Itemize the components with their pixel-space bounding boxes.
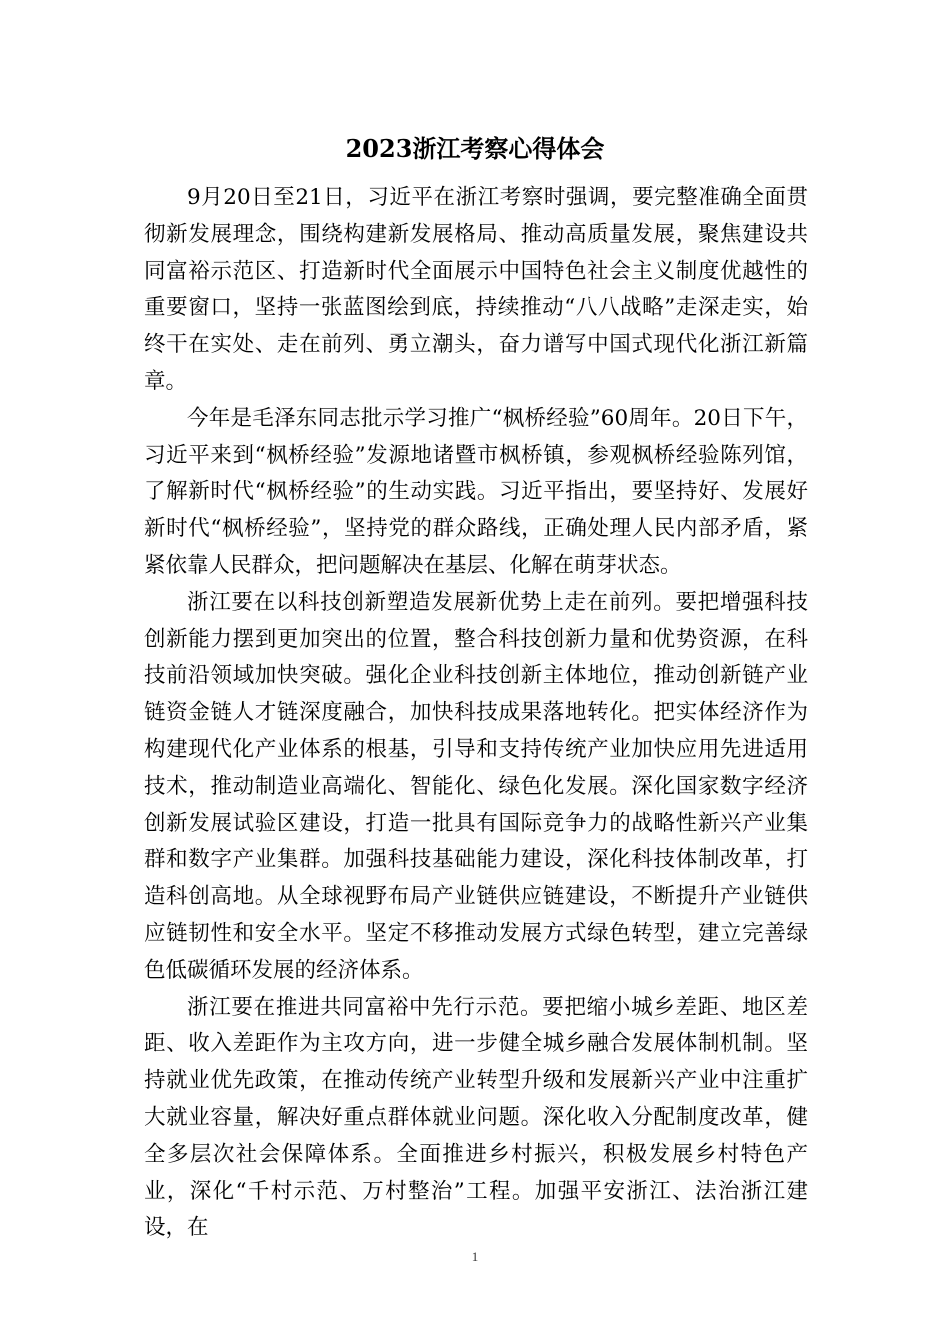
page-number: 1	[471, 1249, 479, 1264]
document-title: 2023浙江考察心得体会	[345, 134, 605, 163]
paragraph-3: 浙江要在以科技创新塑造发展新优势上走在前列。要把增强科技创新能力摆到更加突出的位置，整合科技创新力量和优势资源，在科技前沿领域加快突破。强化企业科技创新主体地位，推动创新链产业链资金链人才链深度融合，加快科技成果落地转化。把实体经济作为构建现代化产业体系的根基，引导和支持传统产业加快应用先进适用技术，推动制造业高端化、智能化、绿色化发展。深化国家数字经济创新发展试验区建设，打造一批具有国际竞争力的战略性新兴产业集群和数字产业集群。加强科技基础能力建设，深化科技体制改革，打造科创高地。从全球视野布局产业链供应链建设，不断提升产业链供应链韧性和安全水平。坚定不移推动发展方式绿色转型，建立完善绿色低碳循环发展的经济体系。	[144, 589, 808, 983]
paragraph-1: 9月20日至21日，习近平在浙江考察时强调，要完整准确全面贯彻新发展理念，围绕构建新发展格局、推动高质量发展，聚焦建设共同富裕示范区、打造新时代全面展示中国特色社会主义制度优越性的重要窗口，坚持一张蓝图绘到底，持续推动“八八战略”走深走实，始终干在实处、走在前列、勇立潮头，奋力谱写中国式现代化浙江新篇章。	[144, 185, 808, 394]
paragraph-4: 浙江要在推进共同富裕中先行示范。要把缩小城乡差距、地区差距、收入差距作为主攻方向，进一步健全城乡融合发展体制机制。坚持就业优先政策，在推动传统产业转型升级和发展新兴产业中注重扩大就业容量，解决好重点群体就业问题。深化收入分配制度改革，健全多层次社会保障体系。全面推进乡村振兴，积极发展乡村特色产业，深化“千村示范、万村整治”工程。加强平安浙江、法治浙江建设，在	[144, 994, 808, 1241]
paragraph-2: 今年是毛泽东同志批示学习推广“枫桥经验”60周年。20日下午，习近平来到“枫桥经验”发源地诸暨市枫桥镇，参观枫桥经验陈列馆，了解新时代“枫桥经验”的生动实践。习近平指出，要坚持好、发展好新时代“枫桥经验”，坚持党的群众路线，正确处理人民内部矛盾，紧紧依靠人民群众，把问题解决在基层、化解在萌芽状态。	[144, 405, 808, 578]
document-body	[144, 180, 808, 1247]
